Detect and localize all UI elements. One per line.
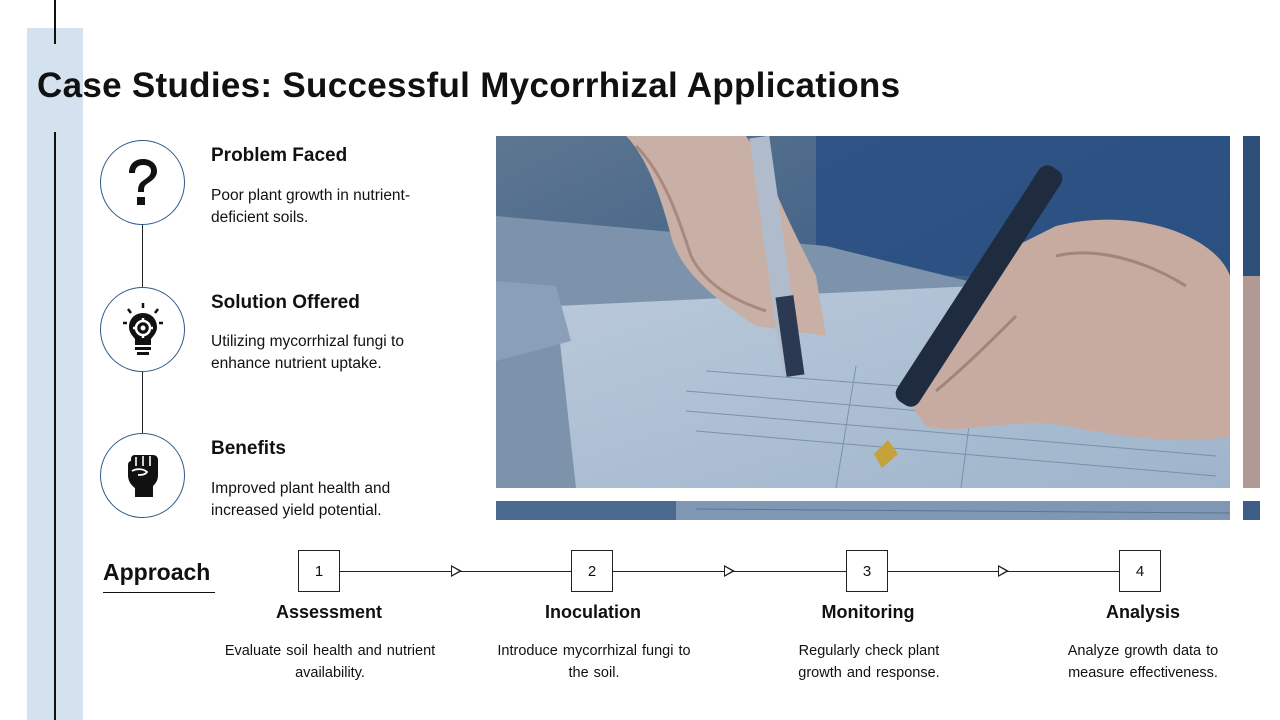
step-title-assessment: Assessment <box>275 602 383 622</box>
vertical-rule-top <box>54 0 56 44</box>
raised-fist-icon <box>100 433 185 518</box>
timeline-connector <box>142 371 143 433</box>
photo-edge <box>1243 136 1260 488</box>
timeline-connector <box>142 224 143 287</box>
step-desc-analysis: Analyze growth data to measure effectiveness. <box>1067 643 1219 681</box>
step-number-box: 1 <box>298 550 340 592</box>
problem-text: Poor plant growth in nutrient-deficient soils. <box>211 187 411 226</box>
arrow-right-icon <box>998 565 1009 577</box>
slide-title: Case Studies: Successful Mycorrhizal Applications <box>37 66 901 105</box>
step-title-inoculation: Inoculation <box>545 602 641 622</box>
step-desc-assessment: Evaluate soil health and nutrient availability. <box>224 643 436 681</box>
benefits-heading: Benefits <box>211 438 286 459</box>
arrow-right-icon <box>451 565 462 577</box>
step-desc-inoculation: Introduce mycorrhizal fungi to the soil. <box>497 643 691 681</box>
step-desc-monitoring: Regularly check plant growth and response. <box>798 643 940 681</box>
approach-underline <box>103 592 215 593</box>
hands-writing-on-document-photo <box>496 136 1230 488</box>
problem-heading: Problem Faced <box>211 145 348 166</box>
approach-label: Approach <box>103 559 211 585</box>
step-number-box: 3 <box>846 550 888 592</box>
question-mark-icon <box>100 140 185 225</box>
step-number-box: 2 <box>571 550 613 592</box>
photo-edge-strip <box>1243 501 1260 520</box>
photo-strip <box>496 501 1230 520</box>
step-number-box: 4 <box>1119 550 1161 592</box>
benefits-text: Improved plant health and increased yield potential. <box>211 480 391 519</box>
vertical-rule <box>54 132 56 720</box>
step-title-analysis: Analysis <box>1105 602 1181 622</box>
solution-heading: Solution Offered <box>211 292 360 313</box>
lightbulb-gear-icon <box>100 287 185 372</box>
arrow-right-icon <box>724 565 735 577</box>
step-title-monitoring: Monitoring <box>821 602 915 622</box>
solution-text: Utilizing mycorrhizal fungi to enhance nutrient uptake. <box>211 333 404 372</box>
